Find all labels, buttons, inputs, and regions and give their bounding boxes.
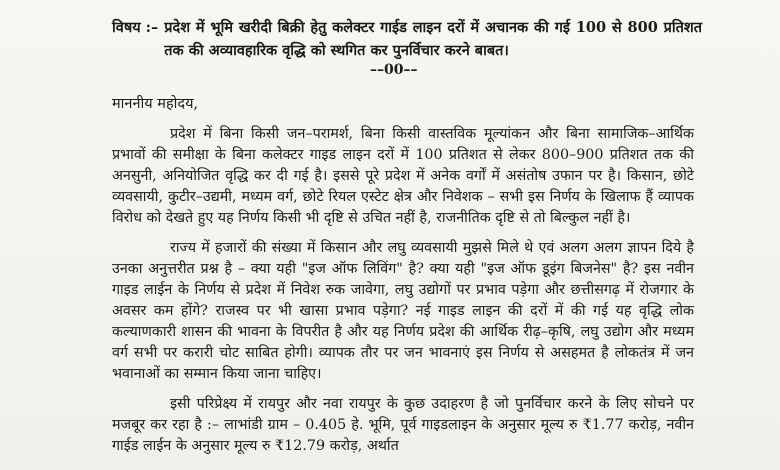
paragraph-3: इसी परिप्रेक्ष्य में रायपुर और नवा रायपुर के कुछ उदाहरण है जो पुनर्विचार करने के लिए सोचने पर मजबूर कर रहा है :– लाभांडी ग्राम – 0.405 हे. भूमि, पूर्व गाइडलाइन के अनुसार मूल्य रु ₹1.77 करोड़, नवीन गाईड लाईन के अनुसार मूल्य रु ₹12.79 करोड़, अर्थात [112, 396, 694, 454]
section-divider: ––00–– [370, 62, 418, 78]
paragraph-1: प्रदेश में बिना किसी जन–परामर्श, बिना किसी वास्तविक मूल्यांकन और बिना सामाजिक–आर्थिक प्रभावों की समीक्षा के बिना कलेक्टर गाइड लाइन दरों में 100 प्रतिशत से लेकर 800–900 प्रतिशत तक की अनसुनी, अनियोजित वृद्धि कर दी गई है। इससे पूरे प्रदेश में अनेक वर्गों में असंतोष उफान पर है। किसान, छोटे व्यवसायी, कुटीर–उद्यमी, मध्यम वर्ग, छोटे रियल एस्टेट क्षेत्र और निवेशक – सभी इस निर्णय के खिलाफ हैं व्यापक विरोध को देखते हुए यह निर्णय किसी भी दृष्टि से उचित नहीं है, राजनीतिक दृष्टि से तो बिल्कुल नहीं है। [112, 126, 694, 226]
salutation: माननीय महोदय, [112, 96, 199, 112]
letter-body [112, 124, 694, 457]
paragraph-2: राज्य में हजारों की संख्या में किसान और लघु व्यवसायी मुझसे मिले थे एवं अलग अलग ज्ञापन दिये है उनका अनुत्तरीत प्रश्न है – क्या यही "इज ऑफ लिविंग" है? क्या यही "इज ऑफ डूइंग बिजनेस" है? इस नवीन गाइड लाईन के निर्णय से प्रदेश में निवेश रुक जावेगा, लघु उद्योगों पर प्रभाव पड़ेगा और छत्तीसगढ़ में रोजगार के अवसर कम होंगे? राजस्व पर भी खासा प्रभाव पड़ेगा? नई गाइड लाइन की दरों में की गई यह वृद्धि लोक कल्याणकारी शासन की भावना के विपरीत है और यह निर्णय प्रदेश की आर्थिक रीढ़–कृषि, लघु उद्योग और मध्यम वर्ग सभी पर करारी चोट साबित होगी। व्यापक तौर पर जन भावनाएं इस निर्णय से असहमत है लोकतंत्र में जन भवानाओं का सम्मान किया जाना चाहिए। [112, 240, 694, 382]
subject-line [112, 16, 702, 62]
subject-label: विषय :– [112, 19, 159, 36]
subject-text: प्रदेश में भूमि खरीदी बिक्री हेतु कलेक्टर गाईड लाइन दरों में अचानक की गई 100 से 800 प्रतिशत तक की अव्यावहारिक वृद्धि को स्थगित कर पुनर्विचार करने बाबत। [164, 19, 702, 59]
